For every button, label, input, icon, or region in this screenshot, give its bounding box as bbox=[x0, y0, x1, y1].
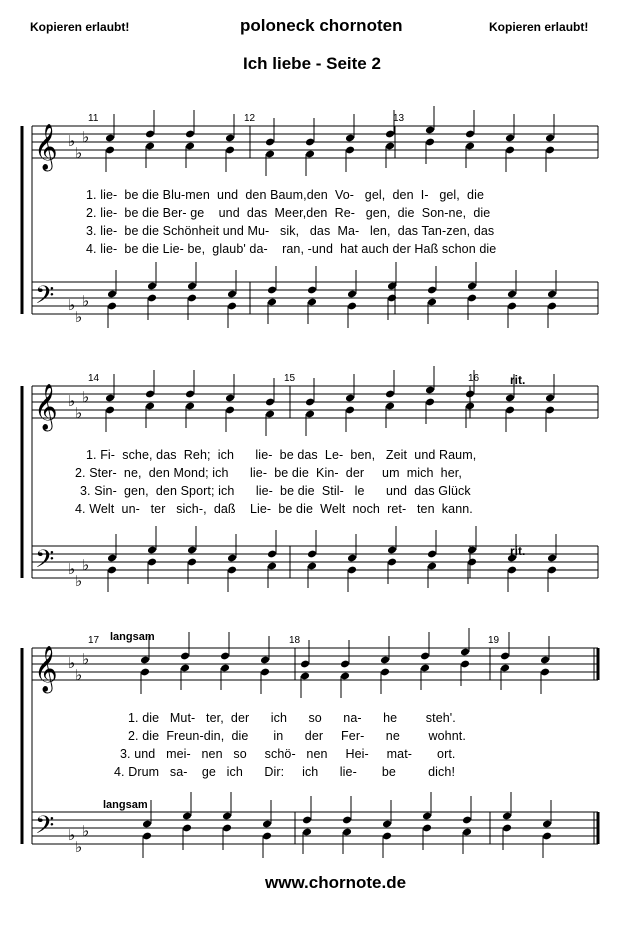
copy-notice-left: Kopieren erlaubt! bbox=[30, 20, 130, 34]
tempo-marking-rit: rit. bbox=[510, 544, 526, 558]
measure-number: 19 bbox=[488, 635, 500, 646]
flat-icon: ♭ bbox=[75, 144, 83, 162]
flat-icon: ♭ bbox=[68, 654, 76, 672]
measure-number: 12 bbox=[244, 113, 256, 124]
tempo-marking-rit: rit. bbox=[510, 373, 526, 387]
treble-clef-icon: 𝄞 bbox=[34, 646, 58, 692]
measure-number: 15 bbox=[284, 373, 296, 384]
page-title: Ich liebe - Seite 2 bbox=[243, 54, 381, 73]
treble-clef-icon: 𝄞 bbox=[34, 384, 58, 430]
treble-clef-icon: 𝄞 bbox=[34, 124, 58, 170]
lyric-line: 3. lie- be die Schönheit und Mu- sik, das Ma- len, das Tan-zen, das bbox=[86, 224, 495, 238]
flat-icon: ♭ bbox=[82, 292, 90, 310]
lyric-line: 3. Sin- gen, den Sport; ich lie- be die Stil- le und das Glück bbox=[80, 484, 471, 498]
bass-clef-icon: 𝄢 bbox=[35, 545, 55, 580]
flat-icon: ♭ bbox=[75, 838, 83, 856]
lyric-line: 4. Drum sa- ge ich Dir: ich lie- be dich! bbox=[114, 765, 456, 779]
lyric-line: 2. Ster- ne, den Mond; ich lie- be die Kin- der um mich her, bbox=[75, 466, 462, 480]
flat-icon: ♭ bbox=[82, 388, 90, 406]
flat-icon: ♭ bbox=[82, 128, 90, 146]
tempo-marking-langsam: langsam bbox=[103, 799, 148, 811]
measure-number: 18 bbox=[289, 635, 301, 646]
flat-icon: ♭ bbox=[82, 556, 90, 574]
flat-icon: ♭ bbox=[75, 666, 83, 684]
flat-icon: ♭ bbox=[75, 308, 83, 326]
flat-icon: ♭ bbox=[82, 822, 90, 840]
measure-number: 11 bbox=[88, 113, 99, 124]
measure-number: 17 bbox=[88, 635, 100, 646]
lyric-line: 2. lie- be die Ber- ge und das Meer,den Re- gen, die Son-ne, die bbox=[86, 206, 491, 220]
copy-notice-right: Kopieren erlaubt! bbox=[489, 20, 589, 34]
measure-number: 16 bbox=[468, 373, 480, 384]
flat-icon: ♭ bbox=[68, 392, 76, 410]
measure-number: 13 bbox=[393, 113, 405, 124]
flat-icon: ♭ bbox=[82, 650, 90, 668]
tempo-marking-langsam: langsam bbox=[110, 631, 155, 643]
measure-number: 14 bbox=[88, 373, 100, 384]
lyric-line: 4. Welt un- ter sich-, daß Lie- be die Welt noch ret- ten kann. bbox=[75, 502, 473, 516]
lyric-line: 4. lie- be die Lie- be, glaub' da- ran, -und hat auch der Haß schon die bbox=[86, 242, 497, 256]
site-title: poloneck chornoten bbox=[240, 16, 403, 35]
flat-icon: ♭ bbox=[75, 572, 83, 590]
flat-icon: ♭ bbox=[75, 404, 83, 422]
lyric-line: 3. und mei- nen so schö- nen Hei- mat- ort. bbox=[120, 747, 456, 761]
footer-url: www.chornote.de bbox=[265, 873, 407, 892]
lyric-line: 2. die Freun-din, die in der Fer- ne wohnt. bbox=[128, 729, 466, 743]
bass-clef-icon: 𝄢 bbox=[35, 811, 55, 846]
lyric-line: 1. lie- be die Blu-men und den Baum,den Vo- gel, den I- gel, die bbox=[86, 188, 485, 202]
flat-icon: ♭ bbox=[68, 296, 76, 314]
flat-icon: ♭ bbox=[68, 560, 76, 578]
flat-icon: ♭ bbox=[68, 826, 76, 844]
bass-clef-icon: 𝄢 bbox=[35, 281, 55, 316]
lyric-line: 1. Fi- sche, das Reh; ich lie- be das Le- ben, Zeit und Raum, bbox=[86, 448, 477, 462]
lyric-line: 1. die Mut- ter, der ich so na- he steh'. bbox=[128, 711, 456, 725]
flat-icon: ♭ bbox=[68, 132, 76, 150]
